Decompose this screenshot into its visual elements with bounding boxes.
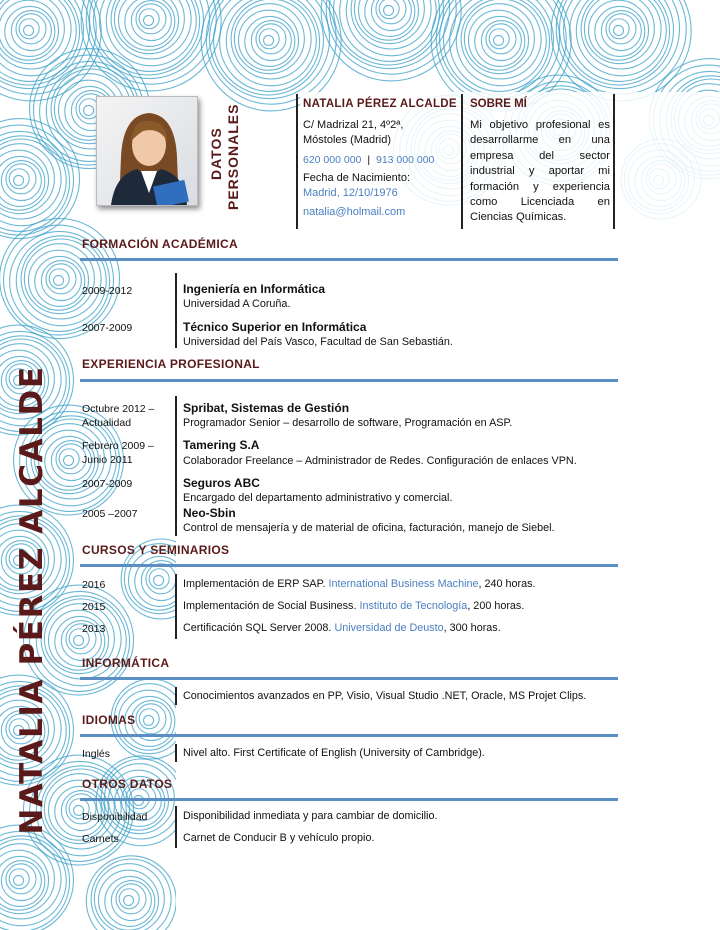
other-divider bbox=[175, 806, 177, 848]
decorative-ring bbox=[81, 0, 221, 91]
course-item-2 bbox=[183, 600, 524, 612]
course-year-3: 2013 bbox=[82, 623, 106, 635]
course-name-2: Implementación de Social Business. bbox=[183, 600, 360, 612]
experience-company-4: Neo-Sbin bbox=[183, 506, 236, 520]
profile-photo bbox=[96, 96, 198, 206]
education-place-2: Universidad del País Vasco, Facultad de San Sebastián. bbox=[183, 336, 453, 348]
contact-address-line2: Móstoles (Madrid) bbox=[303, 134, 392, 146]
decorative-ring bbox=[54, 275, 64, 285]
experience-date-1-start: Octubre 2012 – bbox=[82, 403, 155, 415]
experience-date-2 bbox=[82, 439, 154, 467]
languages-divider bbox=[175, 744, 177, 762]
course-name-3: Certificación SQL Server 2008. bbox=[183, 622, 335, 634]
phone-separator: | bbox=[367, 154, 371, 166]
section-title-languages: IDIOMAS bbox=[82, 713, 136, 727]
experience-date-1 bbox=[82, 402, 154, 430]
experience-date-3: 2007-2009 bbox=[82, 478, 133, 490]
education-place-1: Universidad A Coruña. bbox=[183, 298, 291, 310]
about-text: Mi objetivo profesional es desarrollarme en una empresa del sector industrial y aportar mi formación y experiencia como Licenciada en Ciencias Químicas. bbox=[470, 119, 610, 224]
other-text-1: Disponibilidad inmediata y para cambiar de domicilio. bbox=[183, 810, 438, 822]
section-rule-education bbox=[80, 258, 618, 261]
personal-data-heading-line1: DATOS bbox=[208, 127, 224, 180]
experience-desc-1: Programador Senior – desarrollo de software, Programación en ASP. bbox=[183, 417, 513, 429]
other-label-2: Carnets bbox=[82, 833, 119, 845]
decorative-ring bbox=[14, 175, 24, 185]
decorative-ring bbox=[226, 0, 316, 86]
experience-date-2-end: Junio 2011 bbox=[82, 454, 133, 466]
course-year-2: 2015 bbox=[82, 601, 106, 613]
course-hours-2: , 200 horas. bbox=[467, 600, 525, 612]
it-skills-text: Conocimientos avanzados en PP, Visio, Visual Studio .NET, Oracle, MS Projet Clips. bbox=[183, 690, 587, 702]
experience-date-4: 2005 –2007 bbox=[82, 508, 138, 520]
decorative-ring bbox=[456, 0, 546, 86]
course-org-2: Instituto de Tecnología bbox=[359, 600, 468, 612]
course-item-1 bbox=[183, 578, 536, 590]
section-title-courses: CURSOS Y SEMINARIOS bbox=[82, 543, 230, 557]
decorative-ring bbox=[384, 5, 394, 15]
course-item-3 bbox=[183, 622, 501, 634]
contact-address-line1: C/ Madrizal 21, 4º2ª, bbox=[303, 119, 404, 131]
education-title-2: Técnico Superior en Informática bbox=[183, 320, 367, 334]
birth-value: Madrid, 12/10/1976 bbox=[303, 187, 398, 199]
decorative-ring bbox=[64, 455, 74, 465]
decorative-ring bbox=[589, 0, 649, 60]
decorative-ring bbox=[264, 35, 274, 45]
header-divider-right bbox=[613, 94, 615, 229]
it-divider bbox=[175, 687, 177, 705]
contact-email[interactable]: natalia@holmail.com bbox=[303, 206, 406, 218]
decorative-ring bbox=[91, 859, 171, 930]
header-divider-left bbox=[296, 94, 298, 229]
section-rule-languages bbox=[80, 734, 618, 737]
course-hours-3: , 300 horas. bbox=[443, 622, 501, 634]
section-rule-experience bbox=[80, 379, 618, 382]
experience-date-2-start: Febrero 2009 – bbox=[82, 440, 154, 452]
language-text: Nivel alto. First Certificate of English (University of Cambridge). bbox=[183, 747, 485, 759]
other-text-2: Carnet de Conducir B y vehículo propio. bbox=[183, 832, 375, 844]
decorative-ring bbox=[144, 715, 154, 725]
course-year-1: 2016 bbox=[82, 579, 106, 591]
about-title: SOBRE MÍ bbox=[470, 98, 527, 110]
personal-data-heading-line2: PERSONALES bbox=[225, 103, 241, 210]
decorative-ring bbox=[206, 0, 336, 104]
section-title-experience: EXPERIENCIA PROFESIONAL bbox=[82, 357, 260, 371]
vertical-name-title: NATALIA PÉREZ ALCALDE bbox=[14, 365, 50, 835]
section-title-it: INFORMÁTICA bbox=[82, 656, 170, 670]
experience-desc-2: Colaborador Freelance – Administrador de Redes. Configuración de enlaces VPN. bbox=[183, 455, 577, 467]
contact-phones bbox=[303, 153, 434, 167]
decorative-ring bbox=[24, 25, 34, 35]
decorative-ring bbox=[84, 105, 94, 115]
education-date-1: 2009-2012 bbox=[82, 285, 133, 297]
decorative-ring bbox=[0, 0, 59, 60]
decorative-ring bbox=[469, 10, 529, 70]
decorative-ring bbox=[144, 15, 154, 25]
other-label-1: Disponibilidad bbox=[82, 811, 148, 823]
decorative-ring bbox=[99, 870, 159, 930]
decorative-ring bbox=[614, 25, 624, 35]
experience-company-3: Seguros ABC bbox=[183, 476, 260, 490]
section-rule-courses bbox=[80, 564, 618, 567]
decorative-ring bbox=[494, 35, 504, 45]
education-title-1: Ingeniería en Informática bbox=[183, 282, 326, 296]
decorative-ring bbox=[231, 0, 311, 79]
header-divider-middle bbox=[461, 94, 463, 229]
education-date-2: 2007-2009 bbox=[82, 322, 133, 334]
experience-date-1-end: Actualidad bbox=[82, 417, 132, 429]
course-hours-1: , 240 horas. bbox=[478, 578, 536, 590]
section-rule-other bbox=[80, 798, 618, 801]
experience-desc-4: Control de mensajería y de material de oficina, facturación, manejo de Siebel. bbox=[183, 522, 555, 534]
personal-data-heading bbox=[208, 100, 258, 210]
section-title-education: FORMACIÓN ACADÉMICA bbox=[82, 237, 238, 251]
phone-landline[interactable]: 913 000 000 bbox=[375, 154, 435, 166]
decorative-ring bbox=[351, 0, 431, 49]
education-divider bbox=[175, 273, 177, 348]
decorative-ring bbox=[125, 0, 175, 46]
decorative-ring bbox=[74, 635, 84, 645]
course-org-1: International Business Machine bbox=[328, 578, 479, 590]
decorative-ring bbox=[239, 10, 299, 70]
courses-divider bbox=[175, 574, 177, 639]
experience-company-2: Tamering S.A bbox=[183, 438, 260, 452]
decorative-ring bbox=[461, 0, 541, 79]
birth-label: Fecha de Nacimiento: bbox=[303, 172, 410, 184]
experience-company-1: Spribat, Sistemas de Gestión bbox=[183, 401, 350, 415]
phone-mobile[interactable]: 620 000 000 bbox=[303, 154, 362, 166]
language-label: Inglés bbox=[82, 748, 111, 760]
experience-divider bbox=[175, 396, 177, 536]
decorative-ring bbox=[124, 895, 134, 905]
section-title-other: OTROS DATOS bbox=[82, 777, 173, 791]
decorative-ring bbox=[14, 875, 24, 885]
section-rule-it bbox=[80, 677, 618, 680]
contact-name: NATALIA PÉREZ ALCALDE bbox=[303, 98, 457, 110]
course-org-3: Universidad de Deusto bbox=[334, 622, 444, 634]
course-name-1: Implementación de ERP SAP. bbox=[183, 578, 329, 590]
experience-desc-3: Encargado del departamento administrativo y comercial. bbox=[183, 492, 453, 504]
